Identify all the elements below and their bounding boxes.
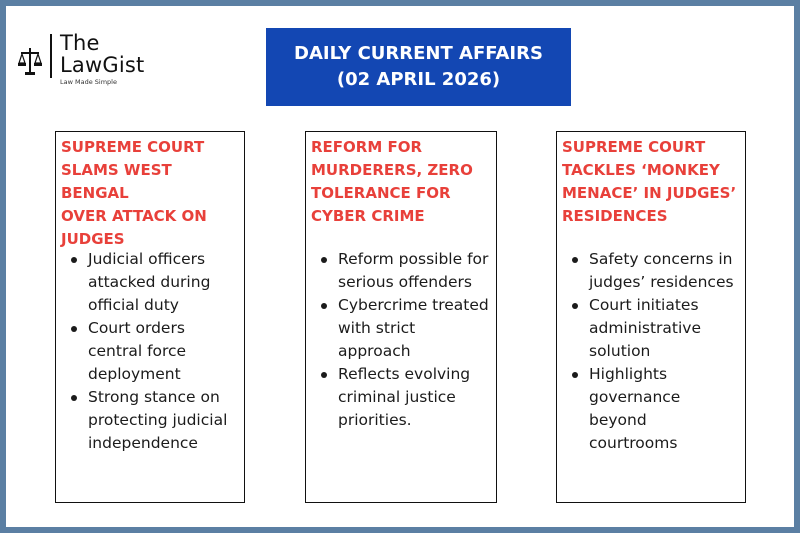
card-title-line: TOLERANCE FOR xyxy=(311,184,451,202)
card-title-line: REFORM FOR xyxy=(311,138,423,156)
card-title-line: MENACE’ IN JUDGES’ xyxy=(562,184,737,202)
bullet-line: Court initiates xyxy=(589,296,699,314)
bullet-line: independence xyxy=(88,434,198,452)
logo xyxy=(18,32,144,86)
card-bullet-list xyxy=(312,248,494,432)
card-title-line: CYBER CRIME xyxy=(311,207,425,225)
scales-of-justice-icon xyxy=(18,46,42,76)
card-bullet-list xyxy=(62,248,242,455)
logo-line2: LawGist xyxy=(60,53,145,77)
news-card-1 xyxy=(55,131,245,503)
news-card-3 xyxy=(556,131,746,503)
bullet-item xyxy=(312,248,494,294)
bullet-item xyxy=(312,294,494,363)
card-title-line: MURDERERS, ZERO xyxy=(311,161,473,179)
card-title-line: TACKLES ‘MONKEY xyxy=(562,161,720,179)
logo-tagline: Law Made Simple xyxy=(60,78,117,86)
bullet-line: beyond xyxy=(589,411,647,429)
logo-divider xyxy=(50,34,52,78)
bullet-line: Strong stance on xyxy=(88,388,220,406)
news-card-2 xyxy=(305,131,497,503)
bullet-line: with strict xyxy=(338,319,416,337)
bullet-line: protecting judicial xyxy=(88,411,228,429)
bullet-line: Safety concerns in xyxy=(589,250,733,268)
bullet-item xyxy=(62,386,242,455)
card-title-line: RESIDENCES xyxy=(562,207,668,225)
card-bullet-list xyxy=(563,248,743,455)
bullet-line: central force xyxy=(88,342,187,360)
bullet-line: approach xyxy=(338,342,411,360)
card-title xyxy=(61,136,244,251)
bullet-line: deployment xyxy=(88,365,181,383)
bullet-line: Judicial officers xyxy=(88,250,206,268)
bullet-line: Cybercrime treated xyxy=(338,296,489,314)
bullet-line: Court orders xyxy=(88,319,185,337)
bullet-line: solution xyxy=(589,342,651,360)
bullet-line: courtrooms xyxy=(589,434,678,452)
bullet-line: Reflects evolving xyxy=(338,365,471,383)
bullet-line: administrative xyxy=(589,319,701,337)
card-title-line: JUDGES xyxy=(61,230,125,248)
logo-line1: The xyxy=(60,31,100,55)
card-title-line: SLAMS WEST BENGAL xyxy=(61,161,172,202)
bullet-item xyxy=(312,363,494,432)
header-title: DAILY CURRENT AFFAIRS xyxy=(294,43,543,64)
card-title xyxy=(562,136,745,228)
card-title-line: SUPREME COURT xyxy=(562,138,706,156)
bullet-line: serious offenders xyxy=(338,273,472,291)
bullet-line: judges’ residences xyxy=(589,273,734,291)
bullet-item xyxy=(563,294,743,363)
bullet-line: Reform possible for xyxy=(338,250,489,268)
bullet-item xyxy=(62,317,242,386)
card-title xyxy=(311,136,496,228)
card-title-line: SUPREME COURT xyxy=(61,138,205,156)
header-date: (02 APRIL 2026) xyxy=(336,69,501,90)
bullet-line: governance xyxy=(589,388,681,406)
bullet-line: criminal justice xyxy=(338,388,456,406)
bullet-line: attacked during xyxy=(88,273,211,291)
header-banner xyxy=(266,28,571,106)
card-title-line: OVER ATTACK ON xyxy=(61,207,207,225)
bullet-line: Highlights xyxy=(589,365,668,383)
bullet-item xyxy=(62,248,242,317)
logo-text xyxy=(60,32,144,86)
bullet-item xyxy=(563,363,743,455)
bullet-line: official duty xyxy=(88,296,179,314)
bullet-line: priorities. xyxy=(338,411,412,429)
bullet-item xyxy=(563,248,743,294)
